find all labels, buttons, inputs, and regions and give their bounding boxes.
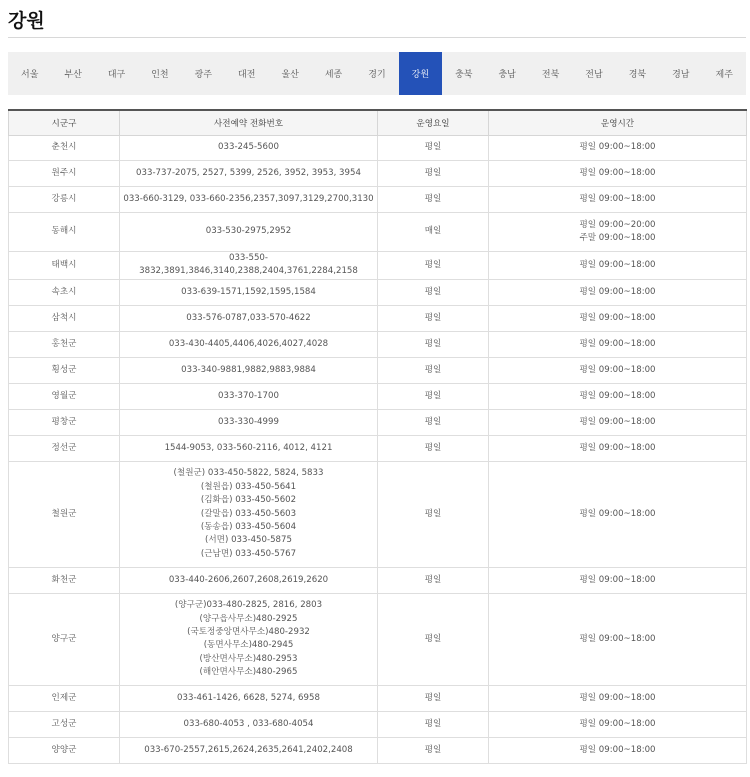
cell-hours: [489, 409, 747, 435]
cell-phone: [120, 136, 378, 161]
table-row: [9, 161, 747, 187]
cell-hours: [489, 357, 747, 383]
table-row: [9, 331, 747, 357]
cell-days: 평일: [378, 593, 489, 685]
cell-hours: [489, 461, 747, 567]
tab-region-6[interactable]: 울산: [281, 70, 299, 80]
cell-phone: [120, 409, 378, 435]
phone-line: (김화읍) 033-450-5602: [200, 495, 297, 506]
phone-line: 033-330-4999: [218, 416, 279, 427]
cell-hours: [489, 331, 747, 357]
region-tab-bar: [8, 52, 746, 95]
phone-line: (철원읍) 033-450-5641: [200, 481, 297, 492]
hours-line: 평일 09:00~18:00: [579, 574, 656, 585]
phone-line: (양구읍사무소)480-2925: [199, 613, 298, 624]
cell-region: 인제군: [9, 685, 120, 711]
cell-hours: [489, 435, 747, 461]
phone-line: (근남면) 033-450-5767: [200, 548, 297, 559]
cell-phone: [120, 435, 378, 461]
cell-hours: [489, 136, 747, 161]
tab-region-8[interactable]: 경기: [368, 70, 386, 80]
phone-line: (철원군) 033-450-5822, 5824, 5833: [173, 468, 324, 479]
cell-days: 평일: [378, 435, 489, 461]
phone-line: 033-370-1700: [218, 390, 279, 401]
table-row: [9, 136, 747, 161]
tab-region-5[interactable]: 대전: [238, 70, 256, 80]
phone-line: 033-670-2557,2615,2624,2635,2641,2402,2408: [144, 744, 353, 755]
cell-days: 평일: [378, 711, 489, 737]
phone-line: 033-461-1426, 6628, 5274, 6958: [177, 692, 320, 703]
cell-days: 매일: [378, 213, 489, 252]
cell-phone: [120, 279, 378, 305]
cell-region: 철원군: [9, 461, 120, 567]
tab-region-7[interactable]: 세종: [324, 70, 343, 80]
table-row: [9, 685, 747, 711]
cell-hours: [489, 305, 747, 331]
cell-phone: [120, 711, 378, 737]
table-row: [9, 593, 747, 685]
phone-line: 033-660-3129, 033-660-2356,2357,3097,3129,2700,3130: [123, 193, 374, 204]
hours-line: 평일 09:00~18:00: [579, 390, 656, 401]
header-days: 운영요일: [378, 110, 489, 136]
cell-phone: [120, 383, 378, 409]
hours-line: 평일 09:00~18:00: [579, 633, 656, 644]
phone-line: 033-737-2075, 2527, 5399, 2526, 3952, 3953, 3954: [136, 167, 361, 178]
phone-line: 1544-9053, 033-560-2116, 4012, 4121: [164, 442, 333, 453]
cell-days: 평일: [378, 409, 489, 435]
phone-line: 033-440-2606,2607,2608,2619,2620: [168, 574, 329, 585]
cell-days: 평일: [378, 685, 489, 711]
hours-line: 평일 09:00~18:00: [579, 338, 656, 349]
phone-line: (갈말읍) 033-450-5603: [200, 508, 297, 519]
cell-phone: [120, 357, 378, 383]
hours-line: 평일 09:00~18:00: [579, 193, 656, 204]
phone-line: (양구군)033-480-2825, 2816, 2803: [174, 600, 323, 611]
header-region: 시군구: [9, 110, 120, 136]
hours-line: 평일 09:00~20:00: [579, 219, 656, 230]
cell-hours: [489, 161, 747, 187]
hours-line: 주말 09:00~18:00: [579, 233, 656, 243]
table-row: [9, 737, 747, 763]
cell-region: 양구군: [9, 593, 120, 685]
cell-days: 평일: [378, 461, 489, 567]
cell-days: 평일: [378, 252, 489, 280]
cell-phone: [120, 305, 378, 331]
cell-hours: [489, 593, 747, 685]
hours-line: 평일 09:00~18:00: [579, 312, 656, 323]
cell-hours: [489, 737, 747, 763]
tab-region-14[interactable]: 경북: [628, 70, 647, 80]
table-row: [9, 461, 747, 567]
cell-phone: [120, 737, 378, 763]
cell-region: 정선군: [9, 435, 120, 461]
hours-line: 평일 09:00~18:00: [579, 416, 656, 427]
tab-region-0[interactable]: 서울: [21, 70, 39, 80]
cell-region: 강릉시: [9, 187, 120, 213]
phone-line: (서면) 033-450-5875: [205, 535, 292, 546]
cell-days: 평일: [378, 357, 489, 383]
table-row: [9, 711, 747, 737]
table-row: [9, 252, 747, 280]
tab-region-9[interactable]: 강원: [399, 52, 442, 95]
phone-line: 033-245-5600: [218, 142, 279, 153]
cell-days: 평일: [378, 383, 489, 409]
cell-phone: [120, 187, 378, 213]
hours-line: 평일 09:00~18:00: [579, 718, 656, 729]
cell-days: 평일: [378, 279, 489, 305]
hours-line: 평일 09:00~18:00: [579, 364, 656, 375]
cell-region: 고성군: [9, 711, 120, 737]
cell-region: 원주시: [9, 161, 120, 187]
tab-region-2[interactable]: 대구: [107, 70, 126, 80]
cell-region: 횡성군: [9, 357, 120, 383]
phone-line: 033-430-4405,4406,4026,4027,4028: [168, 338, 329, 349]
cell-days: 평일: [378, 161, 489, 187]
hours-line: 평일 09:00~18:00: [579, 286, 656, 297]
table-row: [9, 383, 747, 409]
tab-region-4[interactable]: 광주: [194, 70, 213, 80]
cell-days: 평일: [378, 737, 489, 763]
cell-region: 삼척시: [9, 305, 120, 331]
table-row: [9, 187, 747, 213]
tab-region-1[interactable]: 부산: [64, 70, 82, 80]
hours-line: 평일 09:00~18:00: [579, 167, 656, 178]
cell-hours: [489, 213, 747, 252]
phone-line: 033-530-2975,2952: [205, 226, 292, 237]
cell-hours: [489, 279, 747, 305]
cell-region: 속초시: [9, 279, 120, 305]
phone-line: (동송읍) 033-450-5604: [200, 522, 297, 533]
hours-line: 평일 09:00~18:00: [579, 259, 656, 270]
cell-hours: [489, 383, 747, 409]
cell-hours: [489, 567, 747, 593]
cell-days: 평일: [378, 331, 489, 357]
hours-line: 평일 09:00~18:00: [579, 442, 656, 453]
hours-line: 평일 09:00~18:00: [579, 508, 656, 519]
cell-region: 양양군: [9, 737, 120, 763]
table-row: [9, 213, 747, 252]
table-row: [9, 435, 747, 461]
cell-hours: [489, 711, 747, 737]
cell-region: 춘천시: [9, 136, 120, 161]
phone-line: (국토정중앙면사무소)480-2932: [187, 626, 310, 637]
tab-region-10[interactable]: 충북: [455, 70, 473, 80]
phone-line: 033-340-9881,9882,9883,9884: [181, 364, 316, 375]
tab-region-13[interactable]: 전남: [585, 70, 603, 80]
table-row: [9, 357, 747, 383]
cell-phone: [120, 213, 378, 252]
hours-line: 평일 09:00~18:00: [579, 744, 656, 755]
table-row: [9, 409, 747, 435]
cell-phone: [120, 252, 378, 280]
cell-phone: [120, 567, 378, 593]
tab-region-3[interactable]: 인천: [151, 70, 169, 80]
phone-line: (방산면사무소)480-2953: [199, 653, 298, 664]
cell-region: 태백시: [9, 252, 120, 280]
phone-line: 033-550-3832,3891,3846,3140,2388,2404,3761,2284,2158: [139, 253, 358, 277]
cell-region: 영월군: [9, 383, 120, 409]
phone-line: (동면사무소)480-2945: [203, 640, 294, 651]
table-row: [9, 567, 747, 593]
page-title: 강원: [8, 10, 45, 32]
phone-line: 033-576-0787,033-570-4622: [186, 312, 311, 323]
cell-days: 평일: [378, 305, 489, 331]
hours-line: 평일 09:00~18:00: [579, 142, 656, 153]
cell-hours: [489, 685, 747, 711]
tab-region-15[interactable]: 경남: [672, 70, 690, 80]
cell-phone: [120, 461, 378, 567]
table-row: [9, 279, 747, 305]
cell-region: 화천군: [9, 567, 120, 593]
cell-phone: [120, 685, 378, 711]
table-header-row: [9, 110, 747, 136]
tab-region-16[interactable]: 제주: [715, 70, 733, 80]
reservation-table: [8, 109, 747, 764]
cell-days: 평일: [378, 567, 489, 593]
table-row: [9, 305, 747, 331]
title-divider: [8, 37, 746, 38]
cell-hours: [489, 252, 747, 280]
phone-line: 033-680-4053 , 033-680-4054: [183, 718, 314, 729]
header-phone: 사전예약 전화번호: [120, 110, 378, 136]
cell-phone: [120, 331, 378, 357]
header-hours: 운영시간: [489, 110, 747, 136]
cell-region: 동해시: [9, 213, 120, 252]
cell-days: 평일: [378, 136, 489, 161]
tab-region-11[interactable]: 충남: [498, 70, 516, 80]
cell-days: 평일: [378, 187, 489, 213]
cell-phone: [120, 161, 378, 187]
tab-region-12[interactable]: 전북: [541, 70, 560, 80]
phone-line: 033-639-1571,1592,1595,1584: [181, 286, 316, 297]
cell-hours: [489, 187, 747, 213]
cell-region: 평창군: [9, 409, 120, 435]
cell-phone: [120, 593, 378, 685]
hours-line: 평일 09:00~18:00: [579, 692, 656, 703]
phone-line: (해안면사무소)480-2965: [199, 667, 298, 678]
cell-region: 홍천군: [9, 331, 120, 357]
